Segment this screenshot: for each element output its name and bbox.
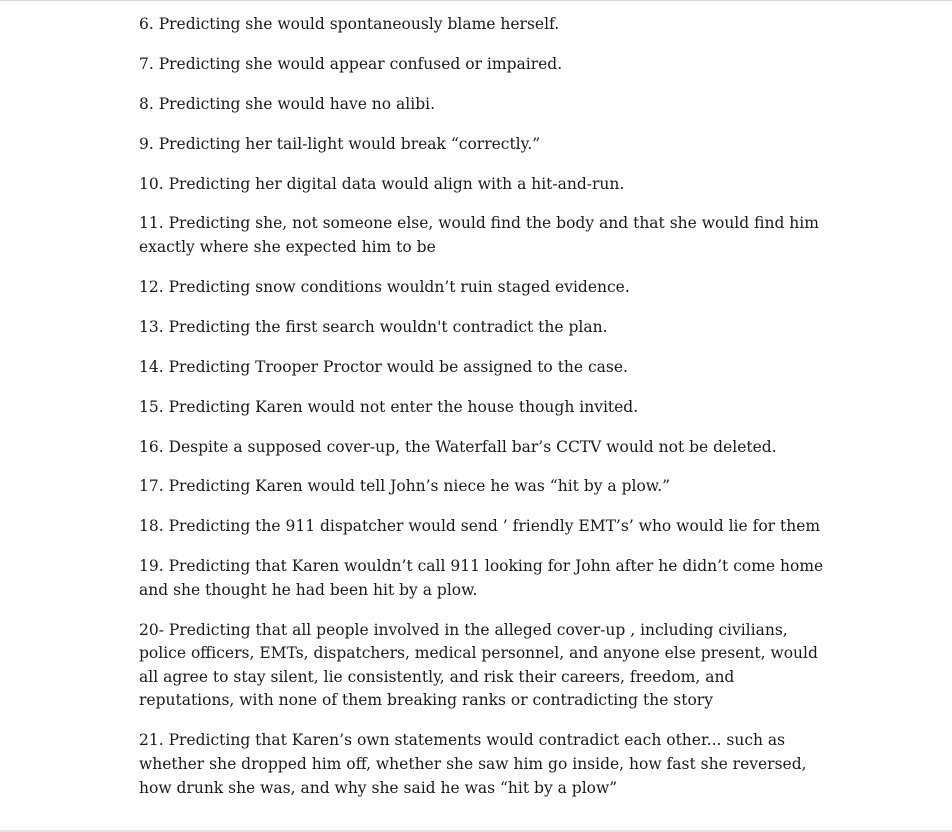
list-item-16: 16. Despite a supposed cover-up, the Waterfall bar’s CCTV would not be deleted. [139, 437, 777, 456]
list-item-20: 20- Predicting that all people involved in the alleged cover-up , including civilians, police officers, EMTs, dispatchers, medical personnel, and anyone else present, would all agree to stay silent, lie consistently, and risk their careers, freedom, and reputations, with none of them breaking ranks or contradicting the story [139, 620, 818, 710]
list-item-18: 18. Predicting the 911 dispatcher would send ’ friendly EMT’s’ who would lie for them [139, 517, 821, 536]
list-item-19: 19. Predicting that Karen wouldn’t call 911 looking for John after he didn’t come home and she thought he had been hit by a plow. [139, 557, 824, 599]
list-item-8: 8. Predicting she would have no alibi. [139, 94, 436, 113]
list-item-13: 13. Predicting the first search wouldn't contradict the plan. [139, 317, 608, 336]
list-item-15: 15. Predicting Karen would not enter the house though invited. [139, 397, 639, 416]
list-item-12: 12. Predicting snow conditions wouldn’t ruin staged evidence. [139, 277, 630, 296]
list-item-21: 21. Predicting that Karen’s own statements would contradict each other... such as whether she dropped him off, whether she saw him go inside, how fast she reversed, how drunk she was, and why she said he was “hit by a plow” [139, 731, 807, 797]
list-item-9: 9. Predicting her tail-light would break “correctly.” [139, 134, 541, 153]
list-item-17: 17. Predicting Karen would tell John’s niece he was “hit by a plow.” [139, 477, 671, 496]
list-item-10: 10. Predicting her digital data would align with a hit-and-run. [139, 174, 625, 193]
list-item-6: 6. Predicting she would spontaneously blame herself. [139, 15, 560, 33]
document-body [139, 13, 829, 816]
list-item-14: 14. Predicting Trooper Proctor would be assigned to the case. [139, 357, 628, 376]
list-item-7: 7. Predicting she would appear confused or impaired. [139, 54, 563, 73]
list-item-11: 11. Predicting she, not someone else, would find the body and that she would find him exactly where she expected him to be [139, 214, 819, 257]
